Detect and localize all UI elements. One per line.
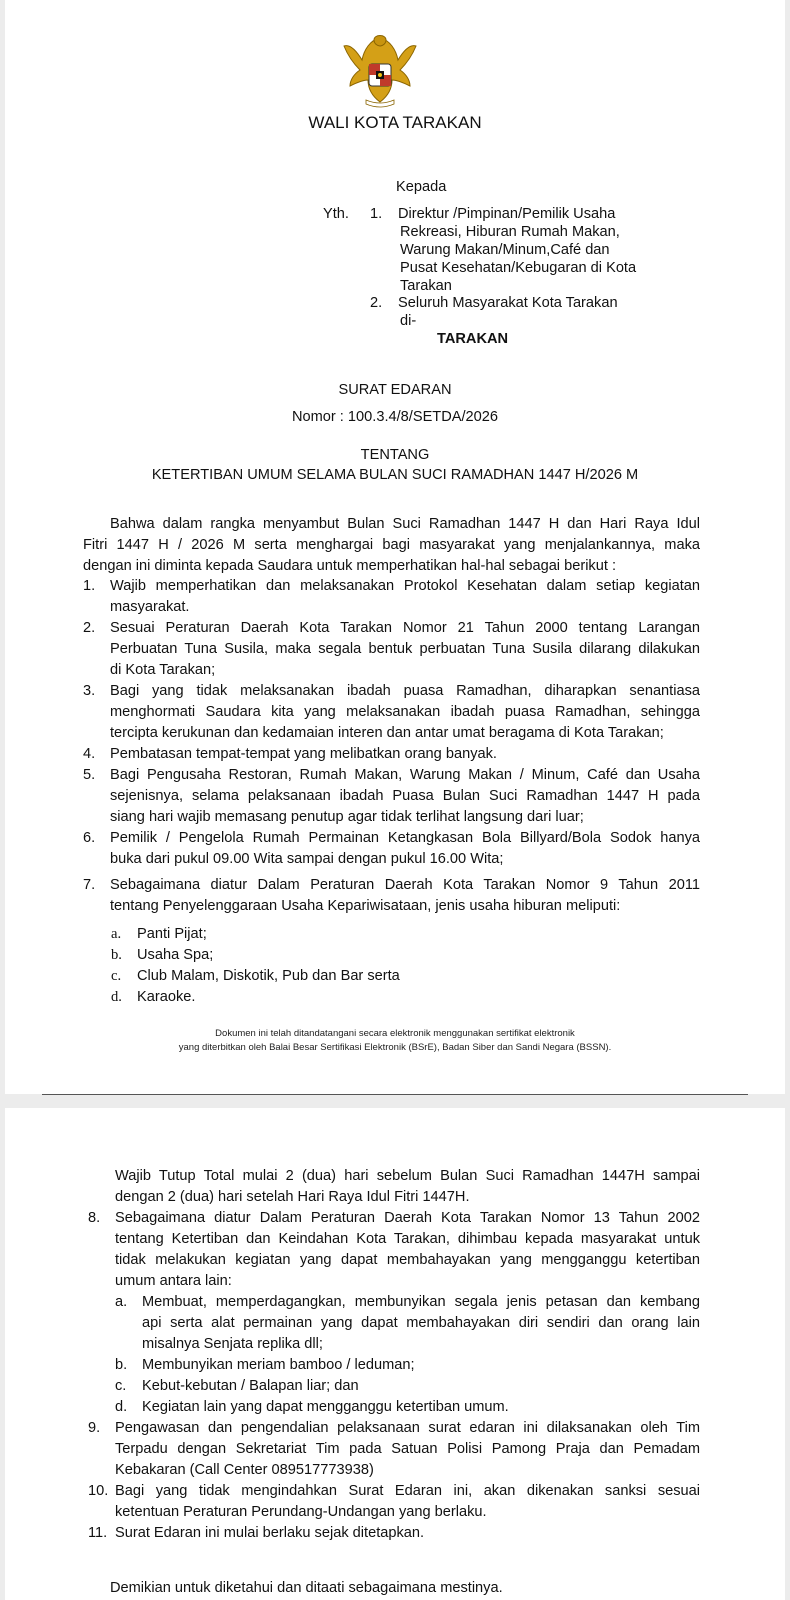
sub-item-text: Karaoke. [137,989,196,1005]
office-title: WALI KOTA TARAKAN [308,113,482,132]
sub-item-line: misalnya Senjata replika dll; [142,1336,323,1352]
document-number: Nomor : 100.3.4/8/SETDA/2026 [291,409,499,425]
item-line: Bagi Pengusaha Restoran, Rumah Makan, Warung Makan / Minum, Café dan Usaha [110,767,700,783]
esign-notice: Dokumen ini telah ditandatangani secara elektronik menggunakan sertifikat elektronik [215,1028,575,1039]
intro-line: Fitri 1447 H / 2026 M serta menghargai bagi masyarakat yang menjalankannya, maka [83,537,700,553]
item-line: Bagi yang tidak mengindahkan Surat Edaran ini, akan dikenakan sanksi sesuai [115,1483,700,1499]
item-line: Sebagaimana diatur Dalam Peraturan Daerah Kota Tarakan Nomor 13 Tahun 2002 [115,1210,700,1226]
item-line: tercipta kerukunan dan kedamaian interen dan antar umat beragama di Kota Tarakan; [110,725,664,741]
item-number: 7. [83,877,96,893]
item-line: Surat Edaran ini mulai berlaku sejak ditetapkan. [115,1525,425,1541]
item-line: umum antara lain: [115,1273,232,1289]
item-number: 1. [83,578,96,594]
sub-item-letter: b. [111,947,122,963]
recipient-2-line: Seluruh Masyarakat Kota Tarakan [398,295,618,311]
sub-item-letter: d. [115,1399,128,1415]
sub-item-line: api serta alat permainan yang dapat membahayakan diri sendiri dan orang lain [142,1315,700,1331]
sub-item-line: Membunyikan meriam bamboo / leduman; [142,1357,415,1373]
recipient-1-line: Rekreasi, Hiburan Rumah Makan, [400,224,620,240]
item-line: Pengawasan dan pengendalian pelaksanaan surat edaran ini dilaksanakan oleh Tim [115,1420,700,1436]
di-label: di- [400,313,417,329]
document-page-1 [5,0,785,1094]
page-separator [42,1094,748,1095]
destination-city: TARAKAN [437,331,509,347]
item-line: ketentuan Peraturan Perundang-Undangan yang berlaku. [115,1504,487,1520]
continuation-line: dengan 2 (dua) hari setelah Hari Raya Idul Fitri 1447H. [115,1189,470,1205]
sub-item-letter: c. [115,1378,127,1394]
item-line: tentang Penyelenggaraan Usaha Kepariwisataan, jenis usaha hiburan meliputi: [110,898,621,914]
item-number: 11. [88,1525,108,1541]
item-number: 9. [88,1420,101,1436]
item-line: sejenisnya, selama pelaksanaan ibadah Puasa Bulan Suci Ramadhan 1447 H pada [110,788,700,804]
sub-item-line: Kegiatan lain yang dapat mengganggu ketertiban umum. [142,1399,509,1415]
item-line: Kebakaran (Call Center 089517773938) [115,1462,374,1478]
item-line: Wajib memperhatikan dan melaksanakan Protokol Kesehatan dalam setiap kegiatan [110,578,700,594]
item-line: Sesuai Peraturan Daerah Kota Tarakan Nomor 21 Tahun 2000 tentang Larangan [110,620,700,636]
sub-item-line: Membuat, memperdagangkan, membunyikan segala jenis petasan dan kembang [142,1294,700,1310]
recipient-1-line: Warung Makan/Minum,Café dan [400,242,610,258]
item-line: Terpadu dengan Sekretariat Tim pada Satuan Polisi Pamong Praja dan Pemadam [115,1441,700,1457]
closing-sentence: Demikian untuk diketahui dan ditaati sebagaimana mestinya. [110,1580,503,1596]
item-number: 2. [83,620,96,636]
sub-item-letter: b. [115,1357,128,1373]
sub-item-line: Kebut-kebutan / Balapan liar; dan [142,1378,359,1394]
item-line: buka dari pukul 09.00 Wita sampai dengan pukul 16.00 Wita; [110,851,504,867]
item-line: tidak melakukan kegiatan yang dapat membahayakan yang mengganggu ketertiban [115,1252,700,1268]
item-line: siang hari wajib memasang penutup agar tidak terlihat langsung dari luar; [110,809,584,825]
sub-item-text: Usaha Spa; [137,947,214,963]
esign-notice: yang diterbitkan oleh Balai Besar Sertifikasi Elektronik (BSrE), Badan Siber dan Sandi Negara (BSSN). [178,1042,612,1053]
item-line: Perbuatan Tuna Susila, maka segala bentuk perbuatan Tuna Susila dilarang dilakukan [110,641,700,657]
sub-item-text: Club Malam, Diskotik, Pub dan Bar serta [137,968,400,984]
item-number: 10. [88,1483,109,1499]
item-number: 3. [83,683,96,699]
garuda-emblem-icon [340,30,420,110]
sub-item-letter: a. [111,926,122,942]
sub-item-letter: d. [111,989,122,1005]
recipient-1-number: 1. [370,206,383,222]
recipient-1-line: Direktur /Pimpinan/Pemilik Usaha [398,206,616,222]
document-subject: KETERTIBAN UMUM SELAMA BULAN SUCI RAMADHAN 1447 H/2026 M [151,467,639,483]
intro-line: dengan ini diminta kepada Saudara untuk memperhatikan hal-hal sebagai berikut : [83,558,617,574]
item-line: di Kota Tarakan; [110,662,216,678]
document-type: SURAT EDARAN [338,382,452,398]
item-line: tentang Ketertiban dan Keindahan Kota Tarakan, dihimbau kepada masyarakat untuk [115,1231,700,1247]
item-line: masyarakat. [110,599,190,615]
sub-item-letter: a. [115,1294,128,1310]
sub-item-letter: c. [111,968,122,984]
document-page-2 [5,1108,785,1600]
recipient-2-number: 2. [370,295,383,311]
item-number: 8. [88,1210,101,1226]
item-line: Bagi yang tidak melaksanakan ibadah puasa Ramadhan, diharapkan senantiasa [110,683,700,699]
yth-label: Yth. [323,206,349,222]
item-number: 5. [83,767,96,783]
recipient-1-line: Pusat Kesehatan/Kebugaran di Kota [400,260,637,276]
recipient-1-line: Tarakan [400,278,452,294]
sub-item-text: Panti Pijat; [137,926,207,942]
item-line: Pemilik / Pengelola Rumah Permainan Ketangkasan Bola Billyard/Bola Sodok hanya [110,830,700,846]
item-number: 6. [83,830,96,846]
item-line: Pembatasan tempat-tempat yang melibatkan orang banyak. [110,746,497,762]
item-number: 4. [83,746,96,762]
continuation-line: Wajib Tutup Total mulai 2 (dua) hari sebelum Bulan Suci Ramadhan 1447H sampai [115,1168,700,1184]
intro-line: Bahwa dalam rangka menyambut Bulan Suci Ramadhan 1447 H dan Hari Raya Idul [110,516,700,532]
tentang-label: TENTANG [360,447,430,463]
kepada-label: Kepada [396,179,447,195]
item-line: Sebagaimana diatur Dalam Peraturan Daerah Kota Tarakan Nomor 9 Tahun 2011 [110,877,700,893]
item-line: menghormati Saudara kita yang melaksanakan ibadah puasa Ramadhan, sehingga [110,704,700,720]
